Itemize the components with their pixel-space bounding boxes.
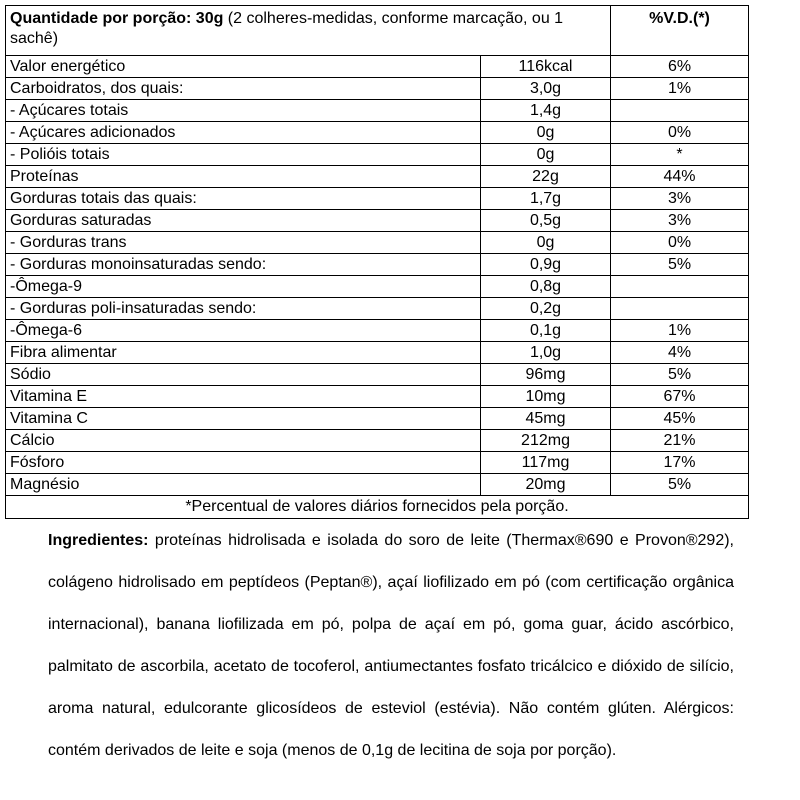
- nutrient-daily-value: 17%: [611, 452, 749, 474]
- nutrient-name: - Açúcares totais: [6, 100, 481, 122]
- nutrient-daily-value: 5%: [611, 364, 749, 386]
- nutrient-name: - Açúcares adicionados: [6, 122, 481, 144]
- nutrient-daily-value: 3%: [611, 188, 749, 210]
- nutrient-daily-value: 45%: [611, 408, 749, 430]
- nutrient-daily-value: 1%: [611, 320, 749, 342]
- nutrient-amount: 0g: [481, 144, 611, 166]
- nutrient-amount: 20mg: [481, 474, 611, 496]
- nutrient-daily-value: 6%: [611, 56, 749, 78]
- nutrition-row: [6, 188, 749, 210]
- nutrient-amount: 0,1g: [481, 320, 611, 342]
- serving-size-cell: [6, 6, 611, 56]
- nutrient-name: Sódio: [6, 364, 481, 386]
- nutrient-daily-value: [611, 276, 749, 298]
- nutrition-rows: [6, 56, 749, 496]
- ingredients-paragraph: [48, 520, 734, 772]
- nutrient-name: Vitamina C: [6, 408, 481, 430]
- nutrition-row: [6, 78, 749, 100]
- nutrition-row: [6, 276, 749, 298]
- nutrient-name: Proteínas: [6, 166, 481, 188]
- nutrient-name: Magnésio: [6, 474, 481, 496]
- nutrition-row: [6, 100, 749, 122]
- nutrient-amount: 3,0g: [481, 78, 611, 100]
- nutrient-amount: 1,7g: [481, 188, 611, 210]
- nutrition-row: [6, 254, 749, 276]
- nutrient-name: Gorduras totais das quais:: [6, 188, 481, 210]
- nutrient-name: Fibra alimentar: [6, 342, 481, 364]
- nutrition-row: [6, 342, 749, 364]
- nutrient-amount: 0,8g: [481, 276, 611, 298]
- nutrient-name: - Gorduras poli-insaturadas sendo:: [6, 298, 481, 320]
- nutrient-name: Vitamina E: [6, 386, 481, 408]
- nutrient-amount: 96mg: [481, 364, 611, 386]
- nutrition-row: [6, 474, 749, 496]
- nutrient-name: Carboidratos, dos quais:: [6, 78, 481, 100]
- nutrient-amount: 10mg: [481, 386, 611, 408]
- nutrient-amount: 1,4g: [481, 100, 611, 122]
- nutrition-row: [6, 452, 749, 474]
- serving-size-label: Quantidade por porção: 30g: [10, 10, 224, 27]
- serving-size-detail: (2 colheres-medidas, conforme marcação, ou 1 sachê): [10, 10, 564, 47]
- nutrient-amount: 212mg: [481, 430, 611, 452]
- nutrition-row: [6, 386, 749, 408]
- nutrient-name: Valor energético: [6, 56, 481, 78]
- nutrition-facts-table: [5, 5, 749, 519]
- nutrient-amount: 0,2g: [481, 298, 611, 320]
- ingredients-text: proteínas hidrolisada e isolada do soro de leite (Thermax®690 e Provon®292), colágeno hidrolisado em peptídeos (Peptan®), açaí liofilizado em pó (com certificação orgânica internacional), banana liofilizada em pó, polpa de açaí em pó, goma guar, ácido ascórbico, palmitato de ascorbila, acetato de tocoferol, antiumectantes fosfato tricálcico e dióxido de silício, aroma natural, edulcorante glicosídeos de esteviol (estévia). Não contém glúten. Alérgicos: contém derivados de leite e soja (menos de 0,1g de lecitina de soja por porção).: [48, 532, 734, 759]
- nutrient-name: -Ômega-9: [6, 276, 481, 298]
- nutrition-row: [6, 166, 749, 188]
- nutrient-daily-value: 67%: [611, 386, 749, 408]
- ingredients-label: Ingredientes:: [48, 532, 149, 549]
- nutrient-daily-value: 0%: [611, 232, 749, 254]
- daily-value-footnote: *Percentual de valores diários fornecidos pela porção.: [6, 496, 749, 519]
- nutrition-row: [6, 144, 749, 166]
- footnote-row: [6, 496, 749, 519]
- nutrient-amount: 22g: [481, 166, 611, 188]
- nutrient-amount: 0g: [481, 122, 611, 144]
- nutrient-amount: 0g: [481, 232, 611, 254]
- nutrient-name: - Polióis totais: [6, 144, 481, 166]
- nutrient-amount: 0,5g: [481, 210, 611, 232]
- nutrient-name: - Gorduras trans: [6, 232, 481, 254]
- nutrient-amount: 116kcal: [481, 56, 611, 78]
- nutrient-daily-value: 44%: [611, 166, 749, 188]
- nutrient-name: -Ômega-6: [6, 320, 481, 342]
- nutrition-row: [6, 210, 749, 232]
- nutrient-daily-value: *: [611, 144, 749, 166]
- nutrient-daily-value: 0%: [611, 122, 749, 144]
- nutrient-amount: 117mg: [481, 452, 611, 474]
- nutrition-row: [6, 232, 749, 254]
- nutrition-row: [6, 298, 749, 320]
- nutrient-daily-value: 5%: [611, 474, 749, 496]
- nutrition-row: [6, 122, 749, 144]
- nutrient-name: Cálcio: [6, 430, 481, 452]
- nutrient-name: Fósforo: [6, 452, 481, 474]
- nutrient-amount: 0,9g: [481, 254, 611, 276]
- nutrient-daily-value: 5%: [611, 254, 749, 276]
- nutrition-header-row: [6, 6, 749, 56]
- nutrition-row: [6, 364, 749, 386]
- nutrient-daily-value: [611, 100, 749, 122]
- nutrient-amount: 45mg: [481, 408, 611, 430]
- nutrient-daily-value: 21%: [611, 430, 749, 452]
- nutrition-row: [6, 408, 749, 430]
- daily-value-header: %V.D.(*): [611, 6, 749, 56]
- nutrient-name: Gorduras saturadas: [6, 210, 481, 232]
- nutrition-row: [6, 56, 749, 78]
- nutrient-amount: 1,0g: [481, 342, 611, 364]
- nutrition-row: [6, 320, 749, 342]
- nutrient-daily-value: [611, 298, 749, 320]
- nutrient-daily-value: 4%: [611, 342, 749, 364]
- nutrient-daily-value: 3%: [611, 210, 749, 232]
- nutrient-name: - Gorduras monoinsaturadas sendo:: [6, 254, 481, 276]
- nutrient-daily-value: 1%: [611, 78, 749, 100]
- nutrition-row: [6, 430, 749, 452]
